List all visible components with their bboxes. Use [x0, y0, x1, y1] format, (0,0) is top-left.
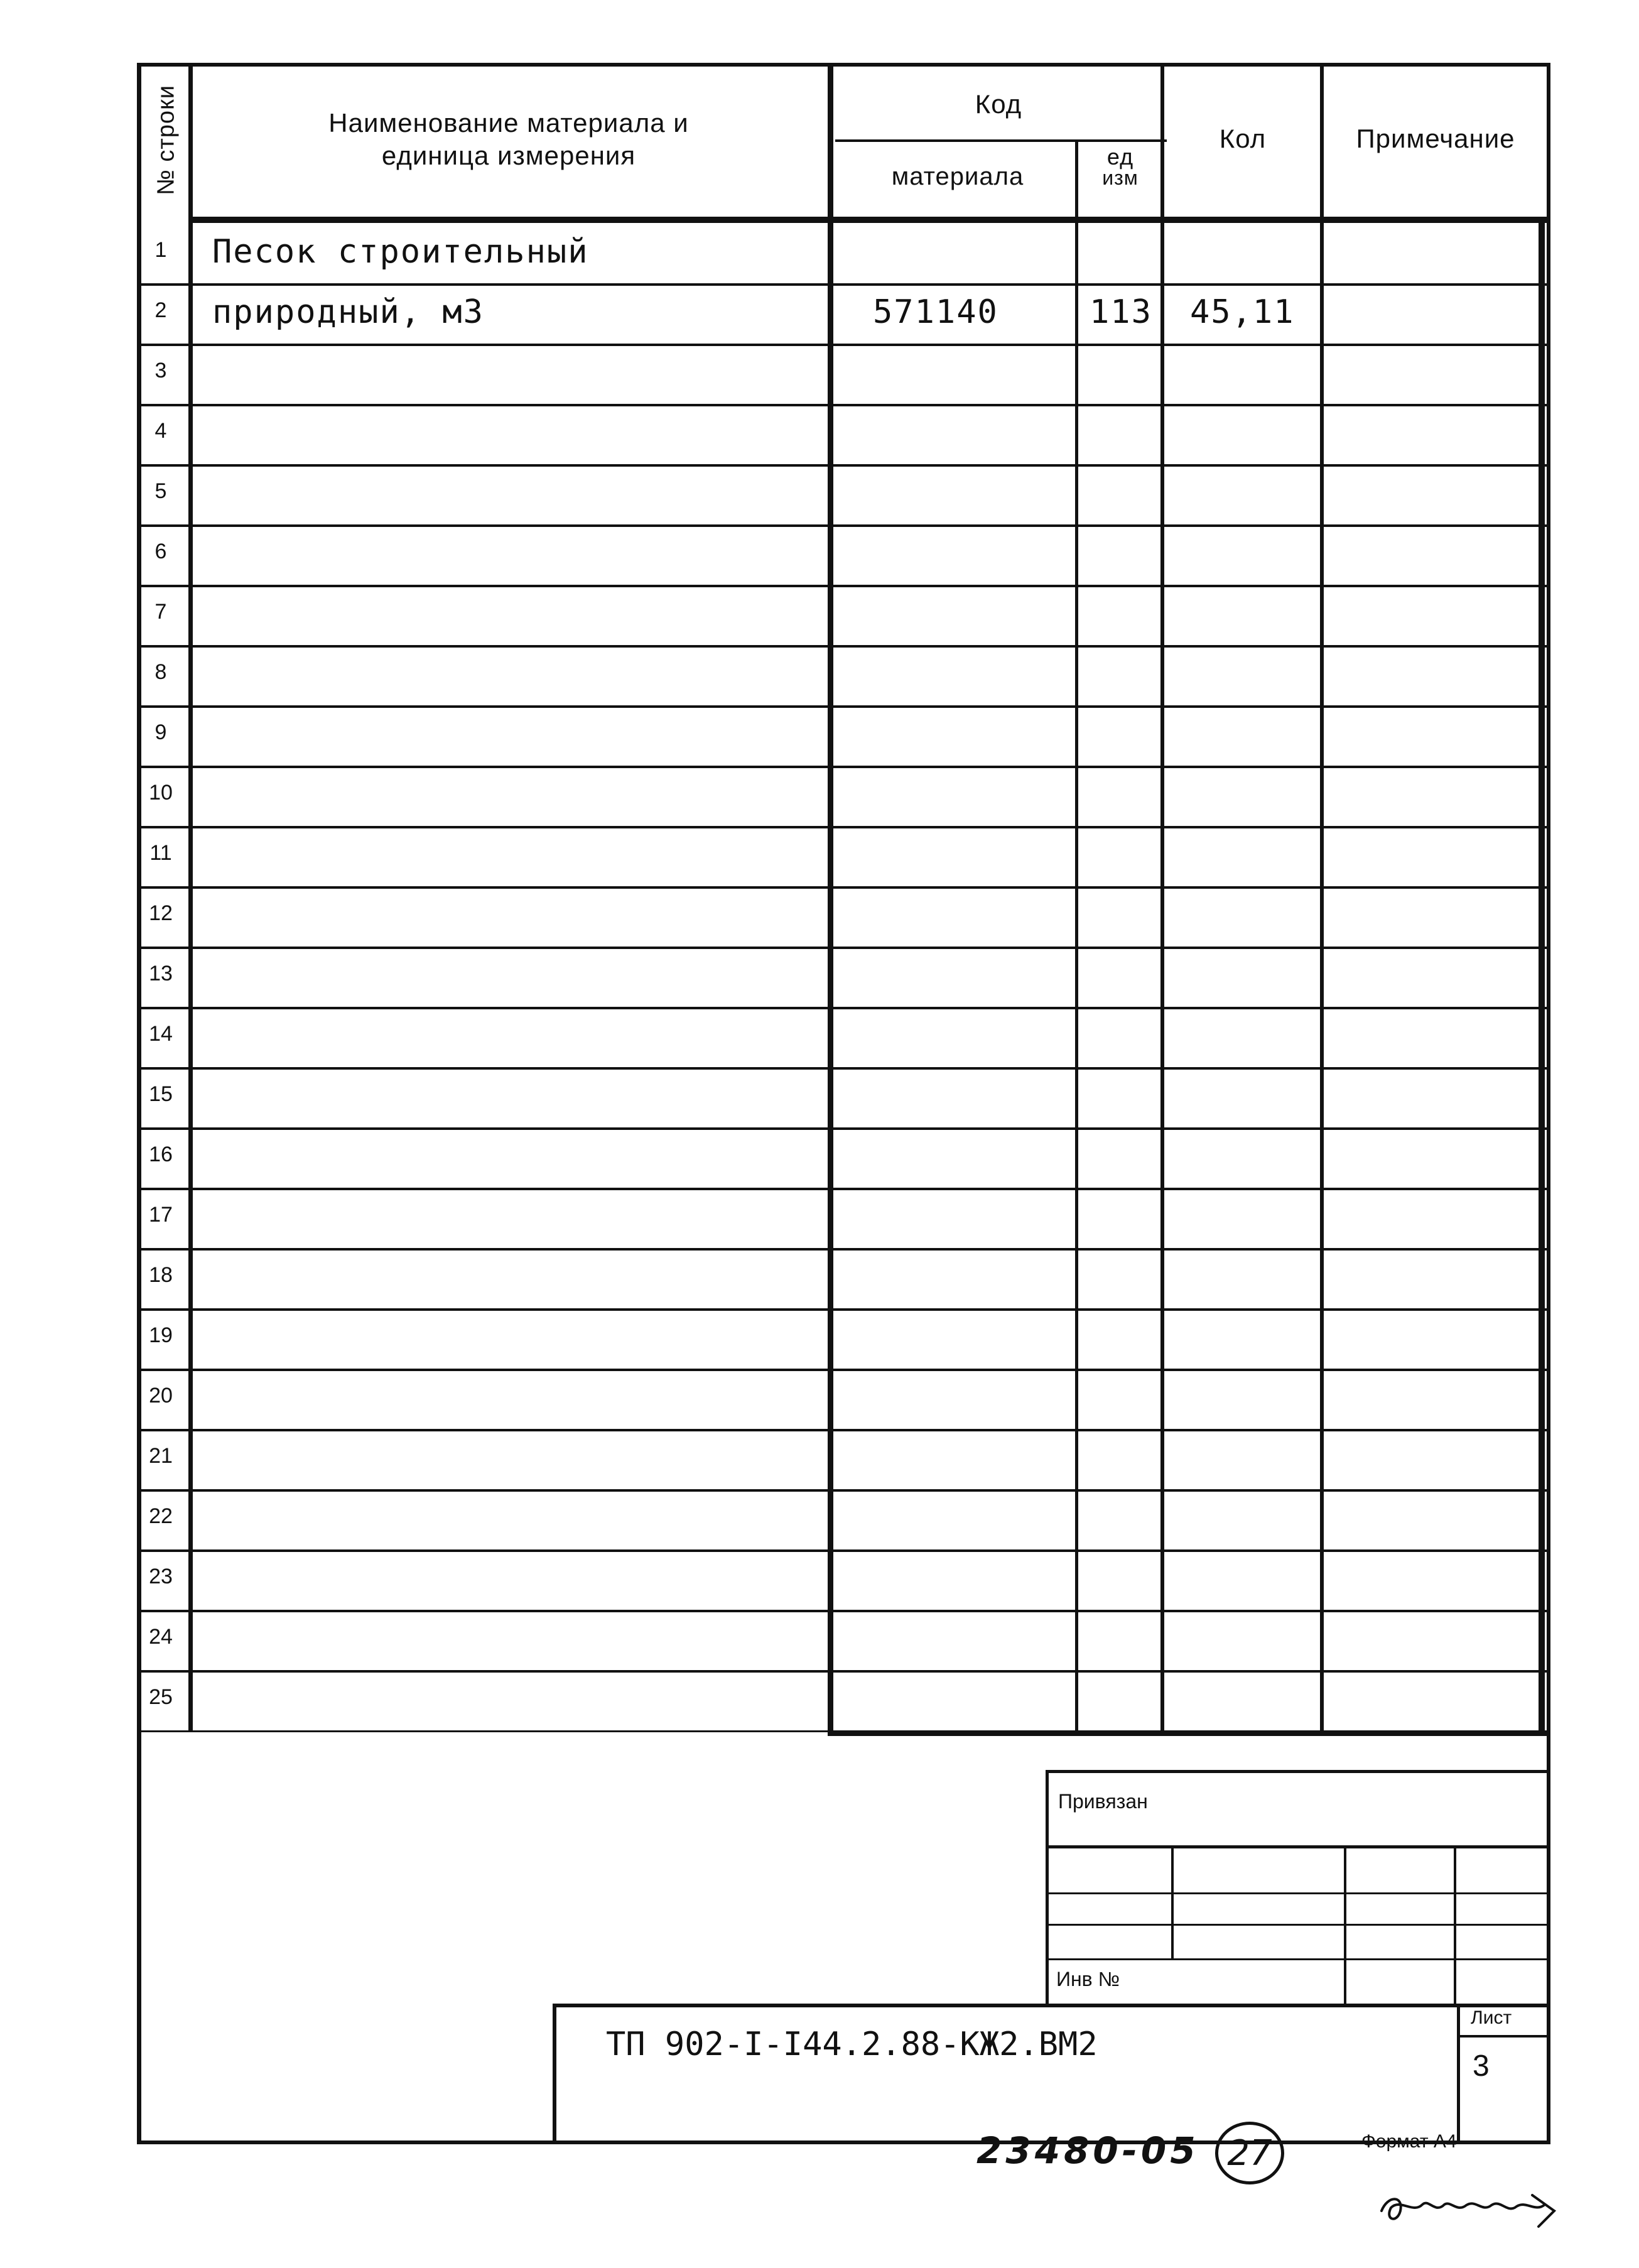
- row-number: 25: [149, 1685, 173, 1709]
- row-divider: [139, 1489, 1547, 1492]
- row-number: 21: [149, 1444, 173, 1468]
- row-divider: [139, 1007, 1547, 1009]
- sheet-box-rule: [1457, 2035, 1547, 2037]
- name-header-line1: Наименование материала и: [328, 108, 689, 138]
- sheet-box-left: [1457, 2004, 1460, 2140]
- stamp-col-2: [1344, 1845, 1346, 2007]
- stamp-row-3: [1046, 1958, 1547, 1960]
- row-number: 9: [154, 720, 167, 744]
- row-divider: [139, 826, 1547, 828]
- title-band-left: [553, 2004, 556, 2140]
- unit-code-header-line1: ед: [1106, 144, 1134, 170]
- row-number: 24: [149, 1625, 173, 1649]
- quantity-column-line: [1320, 65, 1324, 1730]
- row-divider: [139, 886, 1547, 889]
- quantity-header: Кол: [1219, 124, 1267, 153]
- row-divider: [139, 1127, 1547, 1130]
- stamp-col-1: [1171, 1845, 1174, 1958]
- material-code-header: материала: [891, 163, 1024, 190]
- row-number: 19: [149, 1323, 173, 1347]
- row-divider: [139, 1248, 1547, 1251]
- row-number: 2: [154, 298, 167, 322]
- row-divider: [139, 1369, 1547, 1371]
- attached-box-left: [1046, 1770, 1049, 2007]
- row-divider: [139, 344, 1547, 346]
- row-number: 6: [154, 540, 167, 563]
- row-number: 4: [154, 419, 167, 443]
- note-header: Примечание: [1356, 124, 1515, 153]
- row-number: 17: [149, 1203, 173, 1227]
- row-divider: [139, 283, 1547, 286]
- row-number: 15: [149, 1082, 173, 1106]
- row-divider: [139, 464, 1547, 467]
- sheet-label: Лист: [1471, 2007, 1512, 2028]
- row-number: 14: [149, 1022, 173, 1046]
- row-number: 20: [149, 1384, 173, 1408]
- sheet-frame: [137, 63, 1550, 2144]
- stamp-col-3: [1454, 1845, 1456, 2007]
- row-number-header: № строки: [153, 85, 180, 195]
- header-code-divider: [835, 139, 1167, 142]
- row-number: 23: [149, 1565, 173, 1588]
- name-column-line: [828, 65, 833, 1730]
- row-divider: [139, 1308, 1547, 1311]
- row-divider: [139, 1670, 1547, 1673]
- row-number: 8: [154, 660, 167, 684]
- row-divider: [139, 585, 1547, 587]
- row-number: 10: [149, 781, 173, 805]
- table-bottom-rule: [828, 1730, 1547, 1736]
- row-divider: [139, 766, 1547, 768]
- sheet-number: 3: [1473, 2049, 1490, 2083]
- row-divider: [139, 645, 1547, 648]
- title-band-top: [553, 2004, 1547, 2007]
- unit-code-header-line2: изм: [1102, 166, 1139, 189]
- attached-label: Привязан: [1058, 1790, 1148, 1813]
- unit-column-line: [1160, 65, 1164, 1730]
- row-number: 3: [154, 359, 167, 383]
- quantity-cell: 45,11: [1190, 293, 1295, 331]
- row-number: 13: [149, 962, 173, 985]
- row-divider: [139, 524, 1547, 527]
- row-divider: [139, 947, 1547, 949]
- handwritten-signature: [1375, 2176, 1564, 2233]
- archive-number: 23480-05: [976, 2129, 1199, 2172]
- table-bottom-left: [139, 1730, 828, 1732]
- row-number: 16: [149, 1142, 173, 1166]
- row-divider: [139, 705, 1547, 708]
- row-number: 7: [154, 600, 167, 624]
- document-code: ТП 902-I-I44.2.88-КЖ2.ВМ2: [606, 2026, 1098, 2063]
- material-code-cell: 571140: [873, 293, 998, 331]
- row-divider: [139, 1549, 1547, 1552]
- row-number: 18: [149, 1263, 173, 1287]
- code-header: Код: [975, 89, 1022, 119]
- row-number: 11: [149, 841, 172, 865]
- material-name-cell: природный, м3: [212, 293, 484, 331]
- row-divider: [139, 404, 1547, 406]
- unit-code-cell: 113: [1090, 293, 1152, 331]
- format-label: Формат А4: [1361, 2131, 1457, 2152]
- row-divider: [139, 1067, 1547, 1070]
- row-number: 5: [154, 479, 167, 503]
- material-name-cell: Песок строительный: [212, 233, 589, 271]
- material-column-line: [1075, 139, 1078, 1730]
- table-right-rule: [1539, 217, 1545, 1730]
- stamp-row-2: [1046, 1924, 1547, 1926]
- circled-page-number: 27: [1215, 2122, 1284, 2184]
- rowno-column-line: [188, 65, 193, 1730]
- row-number: 12: [149, 901, 173, 925]
- header-bottom-rule: [188, 217, 1547, 223]
- attached-box-rule: [1046, 1845, 1547, 1848]
- attached-box-top: [1046, 1770, 1547, 1773]
- inventory-number-label: Инв №: [1056, 1968, 1120, 1990]
- row-number: 1: [154, 238, 167, 262]
- row-number: 22: [149, 1504, 173, 1528]
- stamp-row-1: [1046, 1892, 1547, 1894]
- row-divider: [139, 1610, 1547, 1612]
- row-divider: [139, 1429, 1547, 1431]
- name-header-line2: единица измерения: [381, 141, 636, 170]
- row-divider: [139, 1188, 1547, 1190]
